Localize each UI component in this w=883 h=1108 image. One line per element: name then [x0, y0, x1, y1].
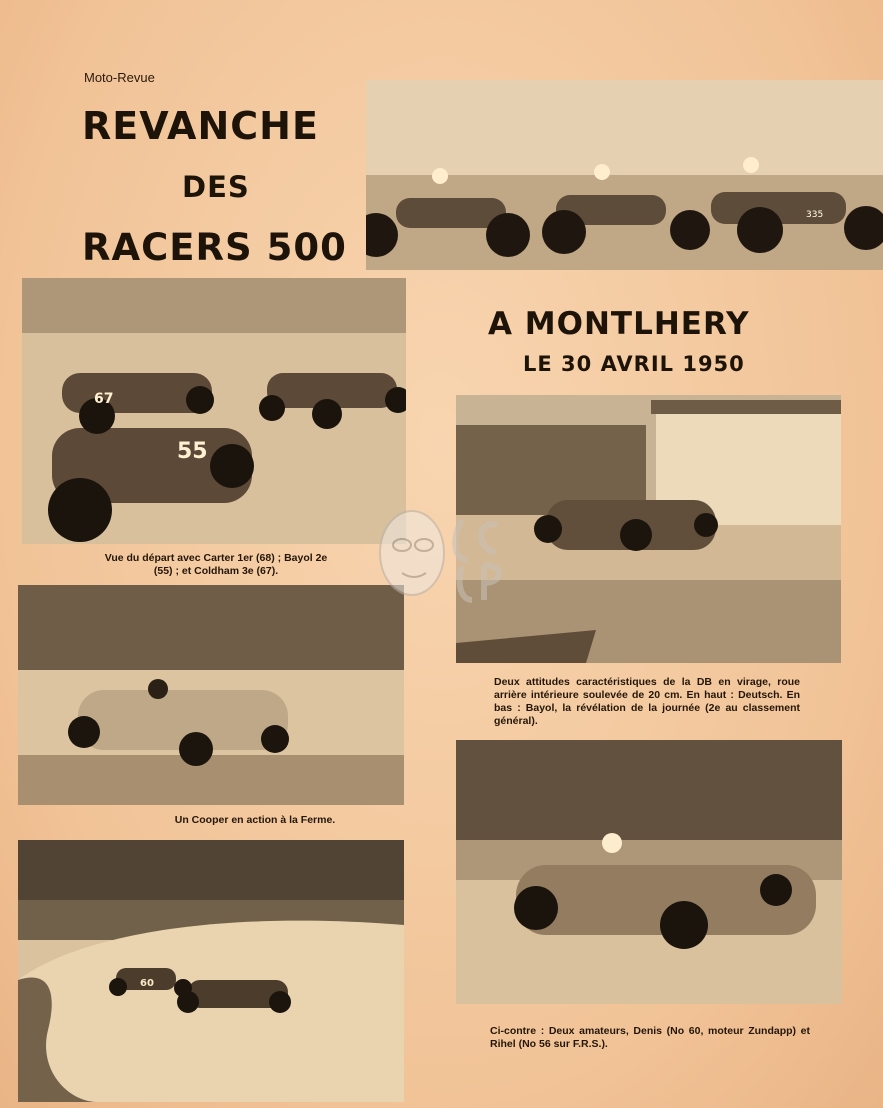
photo-curve [18, 840, 404, 1102]
watermark-face-drawing [372, 505, 512, 605]
photo-cooper [18, 585, 404, 805]
photo-start-drawing [22, 278, 406, 544]
masthead: Moto-Revue [84, 70, 155, 85]
car-number-60: 60 [140, 978, 154, 989]
photo-start [22, 278, 406, 544]
photo-db-corner [456, 395, 841, 663]
photo-amateurs-drawing [456, 740, 842, 1004]
caption-start: Vue du départ avec Carter 1er (68) ; Bayol 2e (55) ; et Coldham 3e (67). [104, 552, 328, 577]
car-number-335: 335 [806, 210, 824, 220]
photo-grid-start-drawing [366, 80, 883, 270]
subtitle-line-1: A MONTLHERY [488, 306, 750, 342]
photo-amateurs [456, 740, 842, 1004]
headline-line-2: DES [182, 170, 250, 204]
photo-db-corner-drawing [456, 395, 841, 663]
caption-db: Deux attitudes caractéristiques de la DB en virage, roue arrière intérieure soulevée de 20 cm. En haut : Deutsch. En bas : Bayol, la révélation de la journée (2e au classement général). [494, 676, 800, 727]
car-number-55: 55 [177, 439, 208, 464]
caption-cooper: Un Cooper en action à la Ferme. [174, 814, 336, 826]
subtitle-line-2: LE 30 AVRIL 1950 [523, 352, 745, 376]
caption-amateurs: Ci-contre : Deux amateurs, Denis (No 60, moteur Zundapp) et Rihel (No 56 sur F.R.S.). [490, 1025, 810, 1050]
headline-line-3: RACERS 500 [82, 226, 347, 269]
watermark-face-icon [372, 505, 512, 605]
photo-curve-drawing [18, 840, 404, 1102]
photo-grid-start [366, 80, 883, 270]
headline-line-1: REVANCHE [82, 104, 319, 148]
photo-cooper-drawing [18, 585, 404, 805]
car-number-67: 67 [94, 391, 114, 407]
